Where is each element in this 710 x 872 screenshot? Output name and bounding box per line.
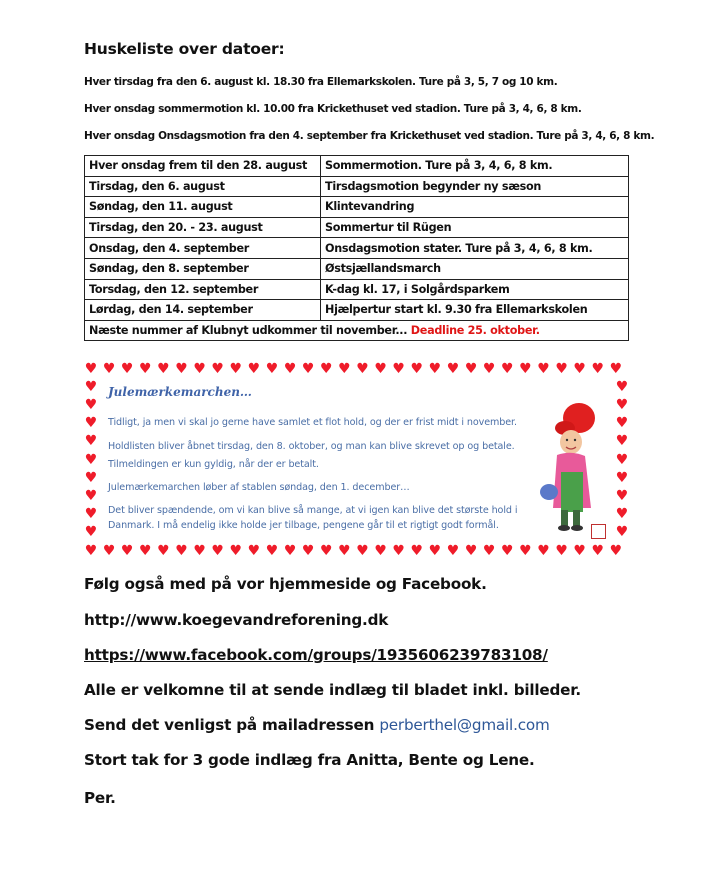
heart-icon: ♥	[84, 415, 98, 432]
event-cell: Tirsdagsmotion begynder ny sæson	[321, 176, 629, 197]
schedule-line: Hver onsdag Onsdagsmotion fra den 4. september fra Krickethuset ved stadion. Ture på 3, 4, 6, 8 km.	[84, 130, 655, 142]
julemaerke-paragraph: Tidligt, ja men vi skal jo gerne have samlet et flot hold, og der er frist midt i november.	[108, 417, 517, 428]
heart-icon: ♥	[392, 543, 405, 559]
heart-icon: ♥	[446, 543, 460, 559]
date-cell: Tirsdag, den 20. - 23. august	[85, 217, 321, 238]
julemaerke-title: Julemærkemarchen…	[108, 385, 252, 399]
facebook-link[interactable]: https://www.facebook.com/groups/1935606239783108/	[84, 646, 548, 664]
heart-icon: ♥	[84, 543, 98, 559]
follow-text: Følg også med på vor hjemmeside og Facebook.	[84, 575, 487, 593]
schedule-line: Hver tirsdag fra den 6. august kl. 18.30 fra Ellemarkskolen. Ture på 3, 5, 7 og 10 km.	[84, 76, 558, 88]
heart-icon: ♥	[609, 543, 623, 559]
heart-icon: ♥	[615, 487, 629, 504]
email-line	[84, 716, 550, 734]
heart-icon: ♥	[573, 543, 586, 559]
heart-icon: ♥	[519, 543, 532, 559]
heart-icon: ♥	[84, 379, 98, 396]
julemaerke-paragraph: Det bliver spændende, om vi kan blive så mange, at vi igen kan blive det største hold i	[108, 505, 518, 516]
table-row	[85, 217, 629, 238]
heart-icon: ♥	[247, 361, 261, 377]
table-row	[85, 238, 629, 259]
heart-icon: ♥	[591, 361, 605, 377]
heart-icon: ♥	[283, 361, 297, 377]
heart-icon: ♥	[609, 361, 623, 377]
heart-icon: ♥	[615, 469, 629, 486]
heart-icon: ♥	[265, 361, 279, 377]
heart-icon: ♥	[84, 451, 98, 468]
heart-icon: ♥	[157, 361, 170, 377]
date-cell: Onsdag, den 4. september	[85, 238, 321, 259]
date-cell: Lørdag, den 14. september	[85, 300, 321, 321]
heart-icon: ♥	[320, 361, 333, 377]
heart-icon: ♥	[139, 361, 152, 377]
heart-icon: ♥	[392, 361, 405, 377]
artist-stamp	[591, 524, 606, 539]
website-link[interactable]: http://www.koegevandreforening.dk	[84, 611, 389, 629]
heart-icon: ♥	[615, 415, 629, 432]
table-row	[85, 197, 629, 218]
heart-icon: ♥	[84, 523, 98, 540]
heart-icon: ♥	[338, 543, 351, 559]
heart-icon: ♥	[615, 451, 629, 468]
heart-icon: ♥	[229, 361, 243, 377]
heart-icon: ♥	[84, 469, 98, 486]
event-cell: Sommermotion. Ture på 3, 4, 6, 8 km.	[321, 156, 629, 177]
julemaerke-paragraph: Julemærkemarchen løber af stablen søndag, den 1. december…	[108, 482, 410, 493]
event-cell: Sommertur til Rügen	[321, 217, 629, 238]
event-cell: Hjælpertur start kl. 9.30 fra Ellemarkskolen	[321, 300, 629, 321]
heart-icon: ♥	[102, 543, 116, 559]
heart-icon: ♥	[537, 543, 550, 559]
heart-icon: ♥	[283, 543, 297, 559]
dates-table	[84, 155, 629, 341]
date-cell: Tirsdag, den 6. august	[85, 176, 321, 197]
heart-icon: ♥	[482, 361, 496, 377]
schedule-line: Hver onsdag sommermotion kl. 10.00 fra Krickethuset ved stadion. Ture på 3, 4, 6, 8 km.	[84, 103, 582, 115]
heart-icon: ♥	[84, 487, 98, 504]
notice-text: Næste nummer af Klubnyt udkommer til november...	[89, 324, 408, 338]
heart-icon: ♥	[102, 361, 116, 377]
heart-icon: ♥	[193, 361, 206, 377]
heart-icon: ♥	[175, 543, 188, 559]
heart-icon: ♥	[211, 543, 224, 559]
heart-icon: ♥	[157, 543, 170, 559]
email-prefix: Send det venligst på mailadressen	[84, 716, 375, 734]
julemaerke-paragraph: Tilmeldingen er kun gyldig, når der er betalt.	[108, 459, 319, 470]
heart-icon: ♥	[84, 397, 98, 414]
date-cell: Søndag, den 8. september	[85, 258, 321, 279]
heart-icon: ♥	[501, 361, 514, 377]
heart-icon: ♥	[193, 543, 206, 559]
heart-icon: ♥	[175, 361, 188, 377]
heart-icon: ♥	[84, 505, 98, 522]
deadline-text: Deadline 25. oktober.	[410, 324, 540, 338]
heart-icon: ♥	[615, 433, 629, 450]
event-cell: Østsjællandsmarch	[321, 258, 629, 279]
heart-icon: ♥	[356, 543, 369, 559]
heart-icon: ♥	[320, 543, 333, 559]
heart-icon: ♥	[120, 361, 134, 377]
heart-icon: ♥	[464, 361, 478, 377]
heart-icon: ♥	[519, 361, 532, 377]
heart-icon: ♥	[84, 361, 98, 377]
heart-icon: ♥	[615, 397, 629, 414]
julemaerke-paragraph: Danmark. I må endelig ikke holde jer tilbage, pengene går til et rigtigt godt formål.	[108, 520, 499, 531]
heart-icon: ♥	[374, 361, 387, 377]
table-row	[85, 300, 629, 321]
heart-icon: ♥	[573, 361, 586, 377]
heart-icon: ♥	[229, 543, 243, 559]
table-row	[85, 279, 629, 300]
heart-icon: ♥	[482, 543, 496, 559]
event-cell: Klintevandring	[321, 197, 629, 218]
email-link[interactable]: perberthel@gmail.com	[379, 716, 550, 734]
table-row	[85, 156, 629, 177]
signature: Per.	[84, 789, 116, 807]
heart-icon: ♥	[615, 523, 629, 540]
heart-icon: ♥	[120, 543, 134, 559]
heart-icon: ♥	[591, 543, 605, 559]
table-row	[85, 258, 629, 279]
heart-icon: ♥	[301, 361, 315, 377]
event-cell: K-dag kl. 17, i Solgårdsparkem	[321, 279, 629, 300]
heart-icon: ♥	[428, 543, 442, 559]
heart-icon: ♥	[356, 361, 369, 377]
table-row-notice	[85, 320, 629, 341]
heart-icon: ♥	[301, 543, 315, 559]
date-cell: Hver onsdag frem til den 28. august	[85, 156, 321, 177]
heart-icon: ♥	[501, 543, 514, 559]
heart-icon: ♥	[464, 543, 478, 559]
event-cell: Onsdagsmotion stater. Ture på 3, 4, 6, 8 km.	[321, 238, 629, 259]
heart-icon: ♥	[615, 379, 629, 396]
heart-icon: ♥	[537, 361, 550, 377]
heart-icon: ♥	[247, 543, 261, 559]
heart-icon: ♥	[555, 361, 568, 377]
heart-icon: ♥	[84, 433, 98, 450]
thanks-text: Stort tak for 3 gode indlæg fra Anitta, Bente og Lene.	[84, 751, 535, 769]
heart-icon: ♥	[374, 543, 387, 559]
heart-icon: ♥	[410, 543, 424, 559]
julemaerke-paragraph: Holdlisten bliver åbnet tirsdag, den 8. oktober, og man kan blive skrevet op og betale.	[108, 441, 515, 452]
heart-icon: ♥	[338, 361, 351, 377]
heart-icon: ♥	[428, 361, 442, 377]
nisse-figure-illustration	[535, 400, 615, 540]
heart-icon: ♥	[615, 505, 629, 522]
table-row	[85, 176, 629, 197]
heart-icon: ♥	[211, 361, 224, 377]
page-title: Huskeliste over datoer:	[84, 40, 285, 58]
welcome-text: Alle er velkomne til at sende indlæg til bladet inkl. billeder.	[84, 681, 581, 699]
heart-icon: ♥	[410, 361, 424, 377]
heart-icon: ♥	[446, 361, 460, 377]
date-cell: Søndag, den 11. august	[85, 197, 321, 218]
heart-icon: ♥	[139, 543, 152, 559]
heart-icon: ♥	[555, 543, 568, 559]
notice-cell	[85, 320, 629, 341]
heart-icon: ♥	[265, 543, 279, 559]
date-cell: Torsdag, den 12. september	[85, 279, 321, 300]
